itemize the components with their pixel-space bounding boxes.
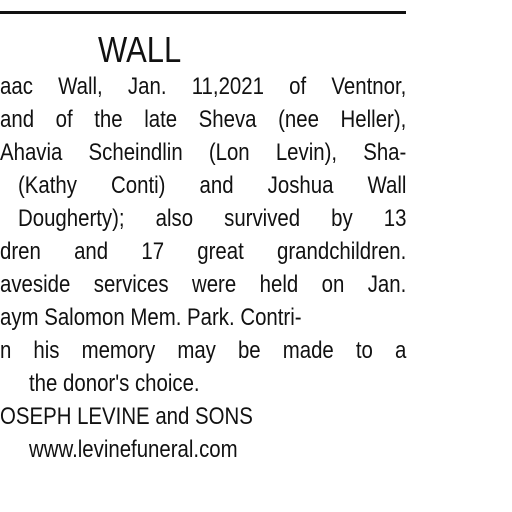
obituary-line-3: Ahavia Scheindlin (Lon Levin), Sha- bbox=[0, 139, 407, 166]
obituary-line-4: (Kathy Conti) and Joshua Wall bbox=[18, 172, 407, 199]
obituary-line-5: Dougherty); also survived by 13 bbox=[18, 205, 407, 232]
obituary-line-9: n his memory may be made to a bbox=[0, 337, 407, 364]
obituary-line-7: aveside services were held on Jan. bbox=[0, 271, 407, 298]
obituary-line-1: aac Wall, Jan. 11,2021 of Ventnor, bbox=[0, 73, 407, 100]
obituary-line-10: the donor's choice. bbox=[29, 370, 200, 397]
obituary-line-6: dren and 17 great grandchildren. bbox=[0, 238, 407, 265]
funeral-home-website: www.levinefuneral.com bbox=[29, 436, 238, 463]
obituary-line-2: and of the late Sheva (nee Heller), bbox=[0, 106, 407, 133]
obituary-line-8: aym Salomon Mem. Park. Contri- bbox=[0, 304, 302, 331]
funeral-home-name: OSEPH LEVINE and SONS bbox=[0, 403, 253, 430]
top-rule bbox=[0, 11, 406, 14]
surname-heading: WALL bbox=[98, 29, 182, 70]
